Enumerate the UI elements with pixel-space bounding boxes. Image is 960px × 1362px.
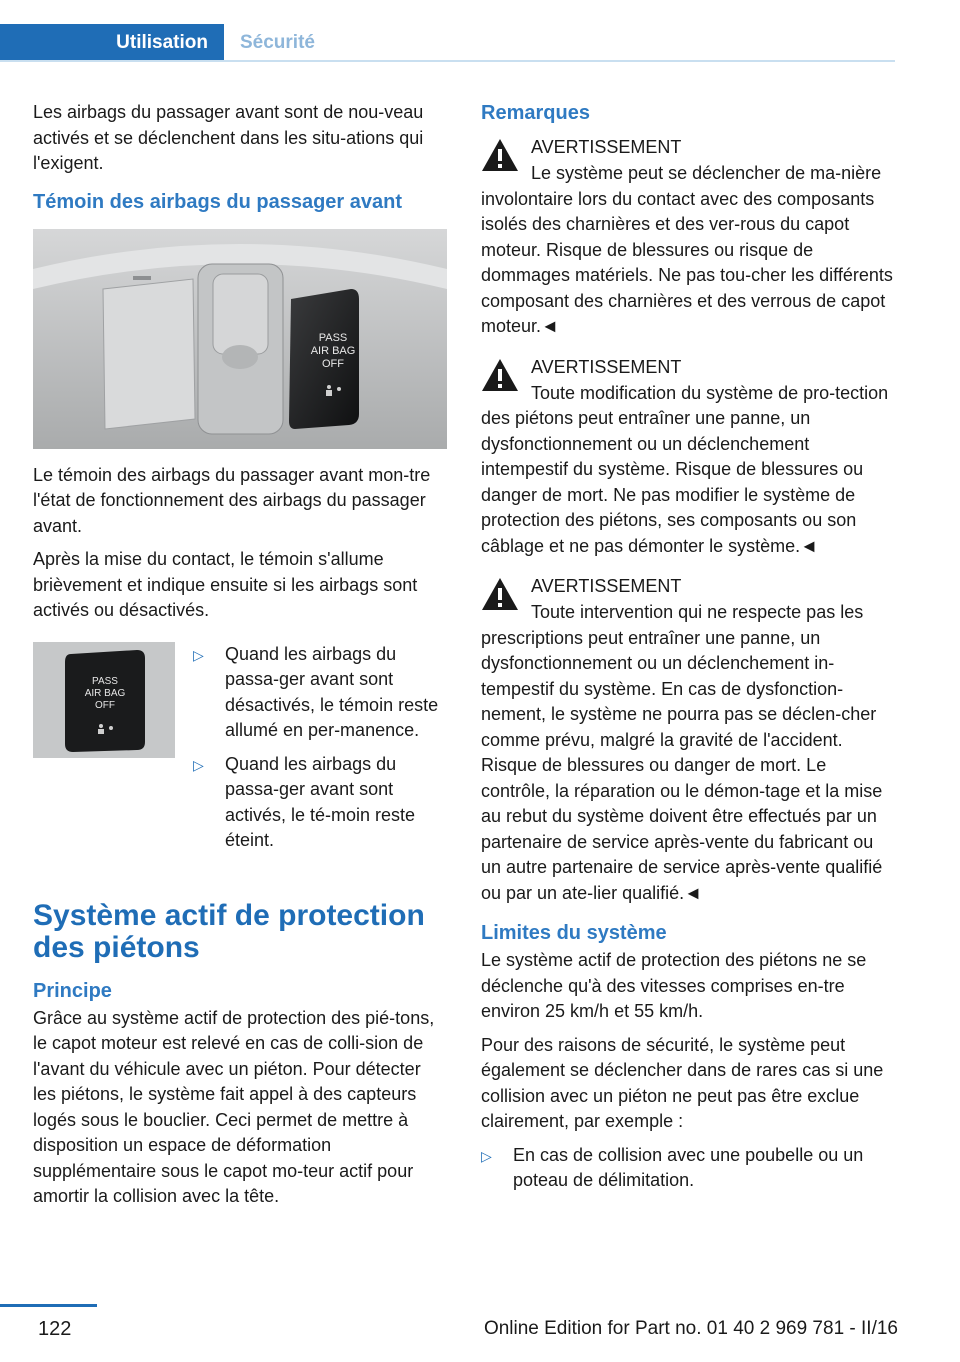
airbag-label: AIR BAG — [310, 344, 356, 357]
intro-paragraph: Les airbags du passager avant sont de nou-veau activés et se déclenchent dans les situ-ations qui l'exigent. — [33, 102, 424, 173]
airbag-button-illustration — [33, 642, 175, 758]
warning-block — [481, 354, 895, 560]
warning-triangle-icon — [481, 358, 519, 392]
warning-text: Toute intervention qui ne respecte pas les prescriptions peut entraîner une panne, un dysfonctionnement ou un déclenchement in-tempestif du système. En cas de dysfonction-nement, le système ne pourra pas se déclen-cher comme prévu, malgré la gravité de l'accident. Risque de blessures ou danger de mort. Le contrôle, la réparation ou le démon-tage et la mise au rebut du système doivent être effectués par un partenaire de service après-vente du fabricant ou un autre partenaire de service après-vente qualifié ou par un ate-lier qualifié.◄ — [481, 602, 883, 903]
thumb-off-label: OFF — [95, 699, 115, 711]
off-label: OFF — [322, 357, 344, 370]
console-illustration — [33, 229, 447, 449]
bullet-text: Quand les airbags du passa-ger avant sont désactivés, le témoin reste allumé en per-manence. — [225, 643, 439, 740]
header-rule — [0, 60, 895, 62]
indicator-paragraph-2: Après la mise du contact, le témoin s'allume brièvement et indique ensuite si les airbags sont activés ou désactivés. — [33, 549, 418, 620]
left-column — [33, 100, 447, 1218]
edition-text: Online Edition for Part no. 01 40 2 969 781 - II/16 — [483, 1318, 898, 1339]
warning-block — [481, 134, 895, 340]
limits-bullets — [481, 1143, 895, 1194]
principle-paragraph: Grâce au système actif de protection des pié-tons, le capot moteur est relevé en cas de colli-sion de l'avant du véhicule avec un piéton. Pour détecter les piétons, le système fait appel à des capteurs logés sous le bouclier. Ceci permet de mettre à disposition un espace de déformation supplémentaire sous le capot mo-teur actif pour amortir la collision avec la tête. — [33, 1007, 435, 1206]
header-tabbar — [0, 24, 895, 62]
warning-triangle-icon — [481, 577, 519, 611]
warning-title: AVERTISSEMENT — [531, 356, 682, 377]
bullet-triangle-icon: ▷ — [193, 756, 204, 773]
section-title: Système actif de protection des piétons — [33, 898, 425, 964]
list-item — [193, 642, 447, 744]
bullet-text: En cas de collision avec une poubelle ou un poteau de délimitation. — [513, 1144, 864, 1190]
pass-label: PASS — [318, 331, 348, 344]
thumb-airbag-label: AIR BAG — [84, 687, 126, 699]
limits-paragraph-1: Le système actif de protection des piétons ne se déclenche qu'à des vitesses comprises en-tre environ 25 km/h et 55 km/h. — [481, 950, 867, 1021]
page-number: 122 — [38, 1318, 72, 1340]
principle-heading: Principe — [33, 979, 112, 1002]
warning-text: Toute modification du système de pro-tection des piétons peut entraîner une panne, un dysfonctionnement ou un déclenchement intempestif du système. Risque de blessures ou danger de mort. Ne pas modifier le système de protection des piétons, ses composants ou son câblage et ne pas démonter le système.◄ — [481, 382, 889, 556]
indicator-paragraph-1: Le témoin des airbags du passager avant mon-tre l'état de fonctionnement des airbags du passager avant. — [33, 464, 431, 536]
indicator-states — [33, 642, 447, 862]
warning-title: AVERTISSEMENT — [531, 576, 682, 596]
tab-securite[interactable]: Sécurité — [240, 32, 315, 53]
footer-rule — [0, 1304, 97, 1307]
bullet-triangle-icon: ▷ — [193, 646, 204, 663]
airbag-button-thumbnail — [33, 642, 175, 758]
thumb-pass-label: PASS — [92, 675, 118, 687]
tab-utilisation[interactable]: Utilisation — [0, 24, 224, 62]
list-item — [481, 1143, 895, 1194]
remarks-heading: Remarques — [481, 102, 590, 124]
list-item — [193, 752, 447, 854]
indicator-bullets — [193, 642, 447, 862]
warning-text: Le système peut se déclencher de ma-nière involontaire lors du contact avec des composants isolés des charnières et des ver-rous du capot moteur. Risque de blessures ou risque de dommages matériels. Ne pas tou-cher les différents composant des charnières et des verrous de capot moteur.◄ — [481, 163, 893, 336]
limits-paragraph-2: Pour des raisons de sécurité, le système peut également se déclencher dans de rares cas si une collision avec un piéton ne peut pas être exclue clairement, par exemple : — [481, 1034, 884, 1131]
warning-triangle-icon — [481, 138, 519, 172]
bullet-text: Quand les airbags du passa-ger avant sont activés, le té-moin reste éteint. — [225, 753, 416, 850]
right-column — [481, 100, 895, 1202]
warning-block — [481, 573, 895, 906]
warning-title: AVERTISSEMENT — [531, 137, 682, 157]
airbag-indicator-photo — [33, 229, 447, 449]
indicator-heading: Témoin des airbags du passager avant — [33, 190, 403, 213]
bullet-triangle-icon: ▷ — [481, 1147, 492, 1164]
limits-heading: Limites du système — [481, 922, 667, 944]
